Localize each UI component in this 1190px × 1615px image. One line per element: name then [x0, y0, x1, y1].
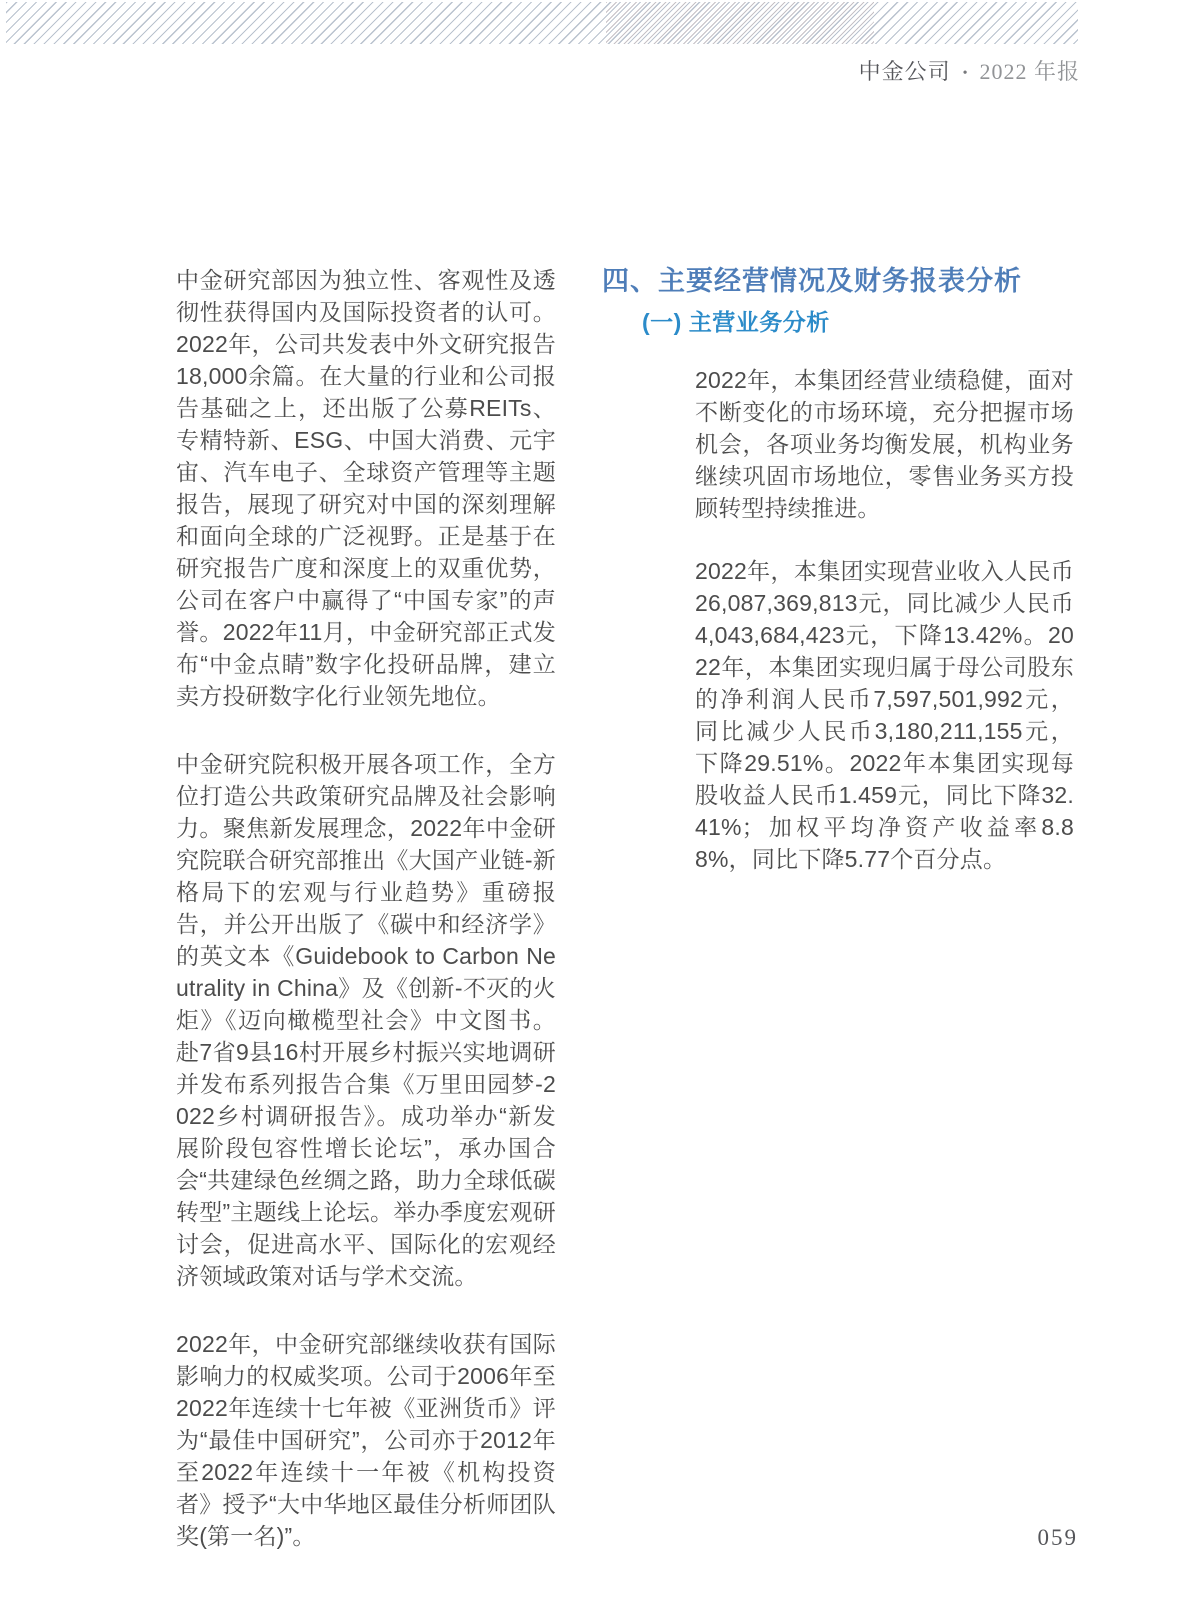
running-header: [859, 58, 1080, 88]
decorative-hatch-band: [6, 2, 1078, 44]
right-column: [602, 266, 1074, 906]
left-paragraph-research-dept: 中金研究部因为独立性、客观性及透彻性获得国内及国际投资者的认可。2022年，公司共发表中外文研究报告18,000余篇。在大量的行业和公司报告基础之上，还出版了公募REITs、专精特新、ESG、中国大消费、元宇宙、汽车电子、全球资产管理等主题报告，展现了研究对中国的深刻理解和面向全球的广泛视野。正是基于在研究报告广度和深度上的双重优势，公司在客户中赢得了“中国专家”的声誉。2022年11月，中金研究部正式发布“中金点睛”数字化投研品牌，建立卖方投研数字化行业领先地位。: [176, 267, 556, 709]
right-column-body: [695, 364, 1074, 875]
left-paragraph-research-institute: 中金研究院积极开展各项工作，全方位打造公共政策研究品牌及社会影响力。聚焦新发展理念，2022年中金研究院联合研究部推出《大国产业链-新格局下的宏观与行业趋势》重磅报告，并公开出版了《碳中和经济学》的英文本《Guidebook to Carbon Neutrality in China》及《创新-不灭的火炬》《迈向橄榄型社会》中文图书。赴7省9县16村开展乡村振兴实地调研并发布系列报告合集《万里田园梦-2022乡村调研报告》。成功举办“新发展阶段包容性增长论坛”，承办国合会“共建绿色丝绸之路，助力全球低碳转型”主题线上论坛。举办季度宏观研讨会，促进高水平、国际化的宏观经济领域政策对话与学术交流。: [176, 751, 556, 1289]
header-bullet-separator: •: [962, 66, 968, 81]
header-report-edition: 2022 年报: [979, 59, 1080, 84]
sub-section-heading: (一) 主营业务分析: [642, 309, 830, 335]
left-column: [176, 264, 556, 1588]
right-paragraph-financial-results: 2022年，本集团实现营业收入人民币26,087,369,813元，同比减少人民币4,043,684,423元，下降13.42%。2022年，本集团实现归属于母公司股东的净利润人民币7,597,501,992元，同比减少人民币3,180,211,155元，下降29.51%。2022年本集团实现每股收益人民币1.459元，同比下降32.41%；加权平均净资产收益率8.88%，同比下降5.77个百分点。: [695, 558, 1074, 872]
right-paragraph-business-overview: 2022年，本集团经营业绩稳健，面对不断变化的市场环境，充分把握市场机会，各项业务均衡发展，机构业务继续巩固市场地位，零售业务买方投顾转型持续推进。: [695, 367, 1074, 521]
section-heading: 四、主要经营情况及财务报表分析: [602, 266, 1022, 296]
page-number: 059: [1037, 1525, 1078, 1550]
left-paragraph-awards: 2022年，中金研究部继续收获有国际影响力的权威奖项。公司于2006年至2022年连续十七年被《亚洲货币》评为“最佳中国研究”，公司亦于2012年至2022年连续十一年被《机构投资者》授予“大中华地区最佳分析师团队奖(第一名)”。: [176, 1331, 556, 1549]
header-company-name: 中金公司: [858, 59, 951, 84]
